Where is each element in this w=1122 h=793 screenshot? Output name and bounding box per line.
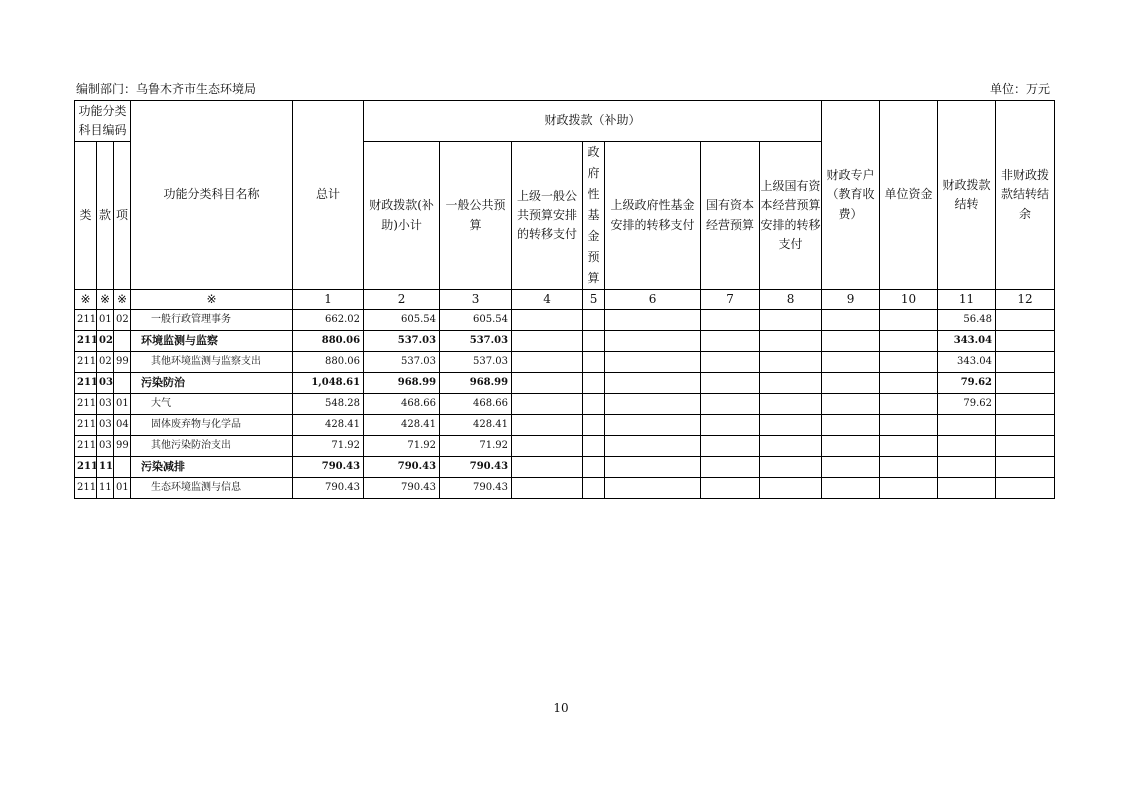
value-cell: 71.92 [440, 436, 512, 457]
value-cell [583, 394, 605, 415]
value-cell [822, 436, 880, 457]
value-cell: 790.43 [364, 478, 440, 499]
value-cell: 880.06 [293, 352, 364, 373]
value-cell [938, 415, 996, 436]
value-cell [996, 310, 1055, 331]
table-row [75, 478, 1055, 499]
value-cell [605, 415, 701, 436]
name-cell: 大气 [131, 394, 293, 415]
value-cell [822, 394, 880, 415]
value-cell: 662.02 [293, 310, 364, 331]
value-cell [996, 457, 1055, 478]
value-cell: 428.41 [293, 415, 364, 436]
xiang-cell: 99 [114, 352, 131, 373]
value-cell: 343.04 [938, 352, 996, 373]
value-cell [822, 415, 880, 436]
kuan-cell: 03 [97, 373, 114, 394]
value-cell [512, 352, 583, 373]
table-row [75, 352, 1055, 373]
table-row [75, 310, 1055, 331]
value-cell [701, 457, 760, 478]
value-cell [583, 478, 605, 499]
index-cell: ※ [114, 290, 131, 310]
budget-table [74, 100, 1055, 499]
index-cell: 5 [583, 290, 605, 310]
department-label: 编制部门：乌鲁木齐市生态环境局 [76, 82, 257, 96]
value-cell [760, 352, 822, 373]
name-cell: 环境监测与监察 [131, 331, 293, 352]
value-cell [512, 436, 583, 457]
value-cell [880, 373, 938, 394]
value-cell [822, 478, 880, 499]
gov-fund-header: 政府性基金预算 [583, 142, 605, 290]
value-cell [880, 478, 938, 499]
name-cell: 一般行政管理事务 [131, 310, 293, 331]
value-cell [583, 310, 605, 331]
value-cell [701, 373, 760, 394]
index-row [75, 290, 1055, 310]
value-cell [583, 373, 605, 394]
value-cell: 880.06 [293, 331, 364, 352]
value-cell [996, 478, 1055, 499]
value-cell [996, 373, 1055, 394]
lei-cell: 211 [75, 310, 97, 331]
value-cell [996, 415, 1055, 436]
xiang-cell [114, 331, 131, 352]
lei-cell: 211 [75, 352, 97, 373]
kuan-cell: 11 [97, 478, 114, 499]
value-cell [938, 478, 996, 499]
index-cell: 3 [440, 290, 512, 310]
value-cell: 428.41 [364, 415, 440, 436]
state-capital-header: 国有资本经营预算 [701, 142, 760, 290]
index-cell: 2 [364, 290, 440, 310]
value-cell [605, 478, 701, 499]
value-cell: 537.03 [364, 352, 440, 373]
value-cell [822, 457, 880, 478]
value-cell: 548.28 [293, 394, 364, 415]
table-row [75, 415, 1055, 436]
special-header: 财政专户（教育收费） [822, 101, 880, 290]
name-cell: 生态环境监测与信息 [131, 478, 293, 499]
kuan-header: 款 [97, 142, 114, 290]
kuan-cell: 02 [97, 352, 114, 373]
value-cell [701, 331, 760, 352]
lei-cell: 211 [75, 373, 97, 394]
value-cell [701, 394, 760, 415]
unit-funds-header: 单位资金 [880, 101, 938, 290]
value-cell [605, 352, 701, 373]
index-cell: 12 [996, 290, 1055, 310]
value-cell [701, 436, 760, 457]
value-cell [512, 310, 583, 331]
value-cell [996, 394, 1055, 415]
xiang-cell: 01 [114, 394, 131, 415]
fiscal-sub-header: 财政拨款(补助)小计 [364, 142, 440, 290]
general-header: 一般公共预算 [440, 142, 512, 290]
value-cell: 968.99 [364, 373, 440, 394]
value-cell [880, 457, 938, 478]
value-cell [701, 352, 760, 373]
name-cell: 固体废弃物与化学品 [131, 415, 293, 436]
lei-cell: 211 [75, 478, 97, 499]
value-cell [760, 436, 822, 457]
xiang-header: 项 [114, 142, 131, 290]
upper-gov-fund-header: 上级政府性基金安排的转移支付 [605, 142, 701, 290]
value-cell [512, 415, 583, 436]
value-cell [583, 436, 605, 457]
lei-cell: 211 [75, 331, 97, 352]
value-cell: 71.92 [293, 436, 364, 457]
value-cell: 790.43 [440, 457, 512, 478]
lei-cell: 211 [75, 436, 97, 457]
index-cell: ※ [75, 290, 97, 310]
value-cell: 790.43 [440, 478, 512, 499]
kuan-cell: 03 [97, 415, 114, 436]
upper-general-header: 上级一般公共预算安排的转移支付 [512, 142, 583, 290]
value-cell [701, 415, 760, 436]
value-cell [605, 394, 701, 415]
fiscal-group-header: 财政拨款（补助） [364, 101, 822, 142]
value-cell: 968.99 [440, 373, 512, 394]
index-cell: 6 [605, 290, 701, 310]
xiang-cell: 99 [114, 436, 131, 457]
lei-cell: 211 [75, 457, 97, 478]
xiang-cell: 04 [114, 415, 131, 436]
value-cell [880, 415, 938, 436]
index-cell: 9 [822, 290, 880, 310]
value-cell: 468.66 [440, 394, 512, 415]
value-cell: 537.03 [364, 331, 440, 352]
value-cell [880, 352, 938, 373]
value-cell: 71.92 [364, 436, 440, 457]
value-cell [512, 331, 583, 352]
table-row [75, 394, 1055, 415]
value-cell [701, 478, 760, 499]
value-cell: 605.54 [440, 310, 512, 331]
kuan-cell: 03 [97, 394, 114, 415]
value-cell [583, 415, 605, 436]
name-cell: 污染减排 [131, 457, 293, 478]
page-number: 10 [553, 701, 569, 715]
name-cell: 污染防治 [131, 373, 293, 394]
value-cell: 343.04 [938, 331, 996, 352]
func-code-header: 功能分类科目编码 [75, 101, 131, 142]
value-cell [760, 478, 822, 499]
value-cell [822, 352, 880, 373]
value-cell [605, 436, 701, 457]
value-cell [760, 331, 822, 352]
table-row [75, 331, 1055, 352]
value-cell [605, 331, 701, 352]
table-row [75, 457, 1055, 478]
value-cell [760, 394, 822, 415]
value-cell: 428.41 [440, 415, 512, 436]
xiang-cell [114, 457, 131, 478]
value-cell [512, 478, 583, 499]
value-cell [760, 457, 822, 478]
name-cell: 其他污染防治支出 [131, 436, 293, 457]
value-cell [880, 331, 938, 352]
table-row [75, 436, 1055, 457]
unit-label: 单位：万元 [990, 82, 1051, 96]
value-cell [822, 310, 880, 331]
value-cell [822, 331, 880, 352]
upper-state-capital-header: 上级国有资本经营预算安排的转移支付 [760, 142, 822, 290]
value-cell: 790.43 [364, 457, 440, 478]
xiang-cell: 02 [114, 310, 131, 331]
kuan-cell: 03 [97, 436, 114, 457]
index-cell: 10 [880, 290, 938, 310]
xiang-cell [114, 373, 131, 394]
xiang-cell: 01 [114, 478, 131, 499]
value-cell: 537.03 [440, 352, 512, 373]
kuan-cell: 01 [97, 310, 114, 331]
index-cell: ※ [97, 290, 114, 310]
value-cell [760, 310, 822, 331]
value-cell [760, 373, 822, 394]
lei-header: 类 [75, 142, 97, 290]
value-cell [996, 436, 1055, 457]
non-carry-header: 非财政拨款结转结余 [996, 101, 1055, 290]
value-cell: 79.62 [938, 373, 996, 394]
value-cell [880, 394, 938, 415]
value-cell [583, 457, 605, 478]
value-cell [605, 373, 701, 394]
value-cell [512, 457, 583, 478]
value-cell [938, 457, 996, 478]
index-cell: 8 [760, 290, 822, 310]
value-cell [512, 394, 583, 415]
index-cell: 4 [512, 290, 583, 310]
value-cell [938, 436, 996, 457]
value-cell [583, 331, 605, 352]
value-cell [880, 310, 938, 331]
value-cell: 79.62 [938, 394, 996, 415]
index-cell: 7 [701, 290, 760, 310]
total-header: 总计 [293, 101, 364, 290]
name-cell: 其他环境监测与监察支出 [131, 352, 293, 373]
value-cell: 56.48 [938, 310, 996, 331]
value-cell: 790.43 [293, 457, 364, 478]
index-cell: 1 [293, 290, 364, 310]
value-cell: 1,048.61 [293, 373, 364, 394]
value-cell [822, 373, 880, 394]
table-row [75, 373, 1055, 394]
value-cell: 790.43 [293, 478, 364, 499]
name-header: 功能分类科目名称 [131, 101, 293, 290]
value-cell [583, 352, 605, 373]
kuan-cell: 02 [97, 331, 114, 352]
lei-cell: 211 [75, 415, 97, 436]
value-cell [880, 436, 938, 457]
kuan-cell: 11 [97, 457, 114, 478]
carry-header: 财政拨款结转 [938, 101, 996, 290]
value-cell [605, 457, 701, 478]
value-cell: 537.03 [440, 331, 512, 352]
index-cell: ※ [131, 290, 293, 310]
value-cell [701, 310, 760, 331]
value-cell [512, 373, 583, 394]
value-cell: 468.66 [364, 394, 440, 415]
lei-cell: 211 [75, 394, 97, 415]
value-cell [996, 331, 1055, 352]
value-cell [996, 352, 1055, 373]
index-cell: 11 [938, 290, 996, 310]
value-cell [760, 415, 822, 436]
value-cell [605, 310, 701, 331]
value-cell: 605.54 [364, 310, 440, 331]
